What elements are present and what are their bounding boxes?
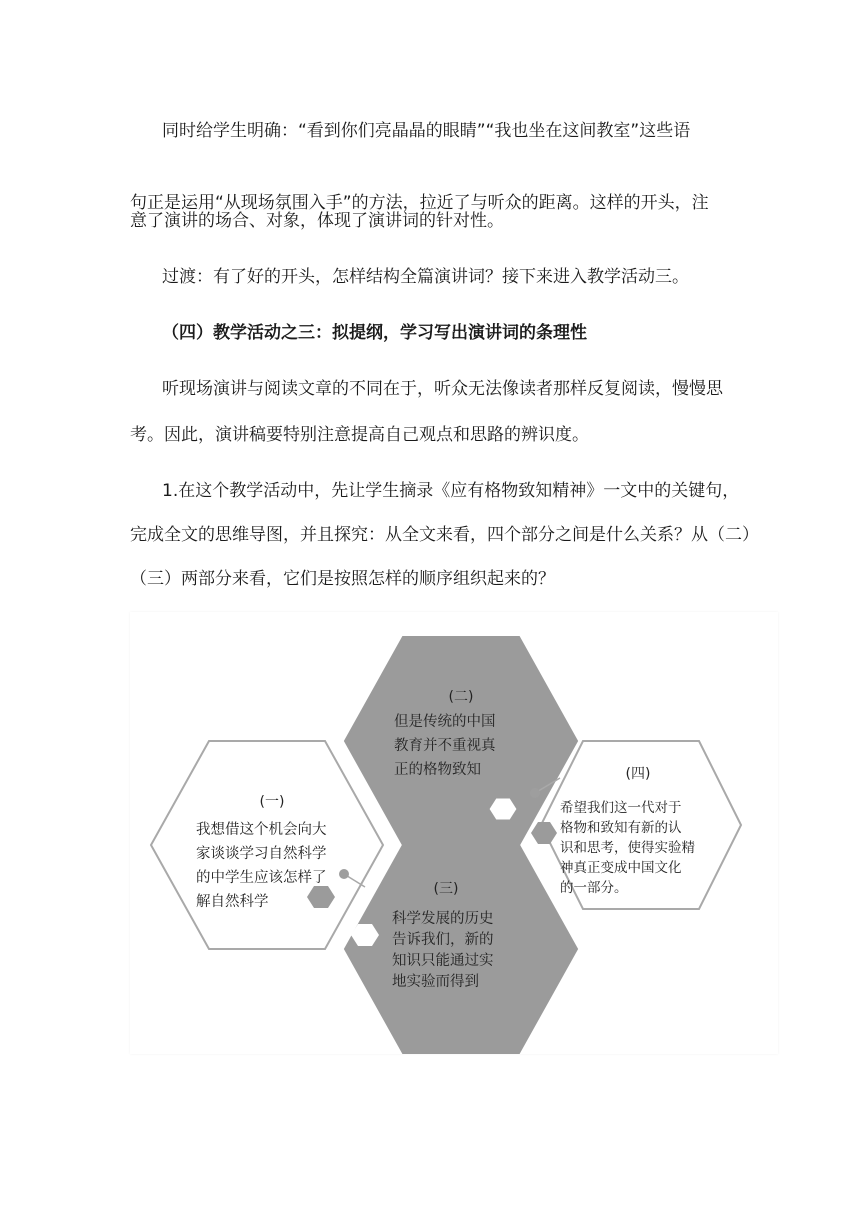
hex4-line-3: 识和思考，使得实验精 <box>560 840 695 856</box>
paragraph-3-line-1: 听现场演讲与阅读文章的不同在于，听众无法像读者那样反复阅读，慢慢思 <box>162 379 723 399</box>
paragraph-4-line-3: （三）两部分来看，它们是按照怎样的顺序组织起来的？ <box>130 569 555 589</box>
section-heading: （四）教学活动之三：拟提纲，学习写出演讲词的条理性 <box>162 323 587 343</box>
hex4-line-5: 的一部分。 <box>560 880 628 896</box>
paragraph-4-line-1: 1.在这个教学活动中，先让学生摘录《应有格物致知精神》一文中的关键句， <box>162 481 740 501</box>
hexagon-3 <box>345 845 577 1053</box>
hexagon-diagram <box>130 612 778 1054</box>
hex4-line-2: 格物和致知有新的认 <box>560 820 682 836</box>
mind-map-figure <box>130 612 778 1054</box>
hex3-line-1: 科学发展的历史 <box>392 911 494 927</box>
hex4-line-4: 神真正变成中国文化 <box>560 860 682 876</box>
paragraph-2: 过渡：有了好的开头，怎样结构全篇演讲词？接下来进入教学活动三。 <box>162 267 689 287</box>
hex1-title: (一) <box>259 794 285 810</box>
paragraph-1-line-2: 句正是运用“从现场氛围入手”的方法，拉近了与听众的距离。这样的开头，注 <box>130 193 709 213</box>
hex1-line-2: 家谈谈学习自然科学 <box>196 846 327 862</box>
paragraph-1-line-3: 意了演讲的场合、对象，体现了演讲词的针对性。 <box>130 211 504 231</box>
hex3-line-4: 地实验而得到 <box>392 974 479 990</box>
hex2-line-2: 教育并不重视真 <box>394 738 496 754</box>
hex2-line-1: 但是传统的中国 <box>394 714 496 730</box>
hex4-line-1: 希望我们这一代对于 <box>560 800 682 816</box>
hex4-title: (四) <box>625 766 651 782</box>
hex3-line-3: 知识只能通过实 <box>392 953 494 969</box>
connector-dot-1 <box>339 869 349 879</box>
hex2-title: (二) <box>448 689 474 705</box>
paragraph-3-line-2: 考。因此，演讲稿要特别注意提高自己观点和思路的辨识度。 <box>130 425 589 445</box>
connector-dot-2 <box>530 788 540 798</box>
hexagon-1 <box>151 741 383 949</box>
hex3-line-2: 告诉我们，新的 <box>392 932 494 948</box>
paragraph-4-line-2: 完成全文的思维导图，并且探究：从全文来看，四个部分之间是什么关系？从（二） <box>130 525 759 545</box>
hex1-line-4: 解自然科学 <box>196 894 269 910</box>
paragraph-1-line-1: 同时给学生明确：“看到你们亮晶晶的眼睛”“我也坐在这间教室”这些语 <box>162 121 691 141</box>
hex3-title: (三) <box>433 881 459 897</box>
hex2-line-3: 正的格物致知 <box>394 762 481 778</box>
hex1-line-1: 我想借这个机会向大 <box>196 822 327 838</box>
hex1-line-3: 的中学生应该怎样了 <box>196 870 327 886</box>
